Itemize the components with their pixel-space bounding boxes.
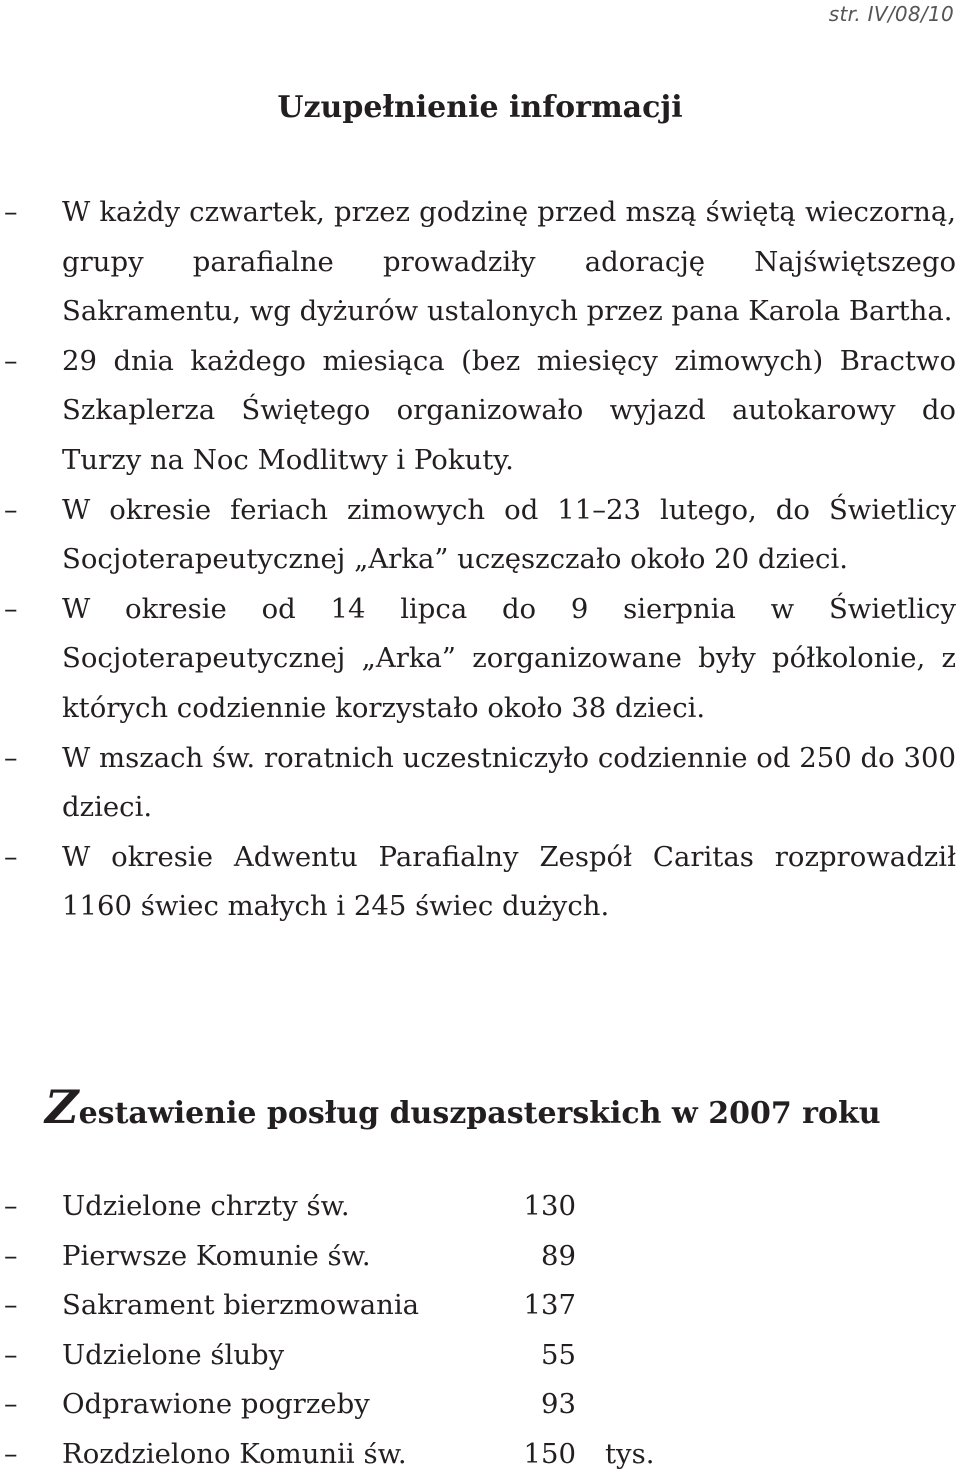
info-item-text: W okresie od 14 lipca do 9 sierpnia w Świetlicy Socjoterapeutycznej „Arka” zorganizowane były półkolonie, z których codziennie korzystało około 38 dzieci. bbox=[62, 592, 956, 724]
page-number: str. IV/08/10 bbox=[828, 2, 954, 26]
info-item bbox=[0, 585, 960, 734]
stat-value: 89 bbox=[541, 1239, 576, 1272]
stat-value: 137 bbox=[523, 1289, 576, 1322]
dash-bullet: – bbox=[4, 1191, 18, 1222]
info-item bbox=[0, 734, 960, 833]
dash-bullet: – bbox=[4, 494, 18, 526]
dash-bullet: – bbox=[4, 197, 18, 228]
info-item-text: W okresie Adwentu Parafialny Zespół Caritas rozprowadził 1160 świec małych i 245 świec dużych. bbox=[62, 840, 956, 923]
dash-bullet: – bbox=[4, 345, 18, 377]
dash-bullet: – bbox=[4, 1389, 18, 1421]
stat-row bbox=[0, 1380, 960, 1430]
dash-bullet: – bbox=[4, 1339, 18, 1371]
stat-row bbox=[0, 1182, 960, 1232]
stat-row bbox=[0, 1331, 960, 1381]
info-item-text: W mszach św. roratnich uczestniczyło codziennie od 250 do 300 dzieci. bbox=[62, 741, 956, 824]
stat-row bbox=[0, 1232, 960, 1282]
info-list bbox=[0, 188, 960, 932]
stat-unit: tys. bbox=[605, 1437, 655, 1470]
dash-bullet: – bbox=[4, 1290, 18, 1322]
stat-label: Udzielone śluby bbox=[62, 1338, 285, 1371]
dash-bullet: – bbox=[4, 742, 18, 774]
stat-row bbox=[0, 1281, 960, 1331]
info-item-text: 29 dnia każdego miesiąca (bez miesięcy zimowych) Bractwo Szkaplerza Świętego organizowało wyjazd autokarowy do Turzy na Noc Modlitwy i Pokuty. bbox=[62, 344, 956, 476]
info-item-text: W okresie feriach zimowych od 11–23 lutego, do Świetlicy Socjoterapeutycznej „Arka” uczęszczało około 20 dzieci. bbox=[62, 493, 956, 576]
stat-value: 55 bbox=[541, 1338, 576, 1371]
stat-value: 130 bbox=[523, 1190, 576, 1222]
stat-value: 93 bbox=[541, 1388, 576, 1421]
stat-label: Udzielone chrzty św. bbox=[62, 1190, 350, 1222]
stat-value: 150 bbox=[523, 1437, 576, 1470]
stat-label: Rozdzielono Komunii św. bbox=[62, 1437, 407, 1470]
info-item bbox=[0, 188, 960, 337]
dash-bullet: – bbox=[4, 1438, 18, 1470]
info-item bbox=[0, 833, 960, 932]
info-section-title: Uzupełnienie informacji bbox=[277, 90, 683, 125]
dash-bullet: – bbox=[4, 841, 18, 873]
info-item-text: W każdy czwartek, przez godzinę przed mszą świętą wieczorną, grupy parafialne prowadziły adorację Najświętszego Sakramentu, wg dyżurów ustalonych przez pana Karola Bartha. bbox=[62, 196, 956, 328]
info-item bbox=[0, 337, 960, 486]
info-item bbox=[0, 486, 960, 585]
title-initial: Z bbox=[45, 1080, 79, 1134]
stat-label: Pierwsze Komunie św. bbox=[62, 1239, 371, 1272]
stat-label: Odprawione pogrzeby bbox=[62, 1388, 370, 1421]
stats-list bbox=[0, 1182, 960, 1480]
dash-bullet: – bbox=[4, 593, 18, 625]
stat-label: Sakrament bierzmowania bbox=[62, 1289, 420, 1322]
dash-bullet: – bbox=[4, 1240, 18, 1272]
stats-section-title bbox=[45, 1080, 945, 1134]
title-rest: estawienie posług duszpasterskich w 2007 roku bbox=[78, 1096, 881, 1131]
stat-row bbox=[0, 1430, 960, 1480]
